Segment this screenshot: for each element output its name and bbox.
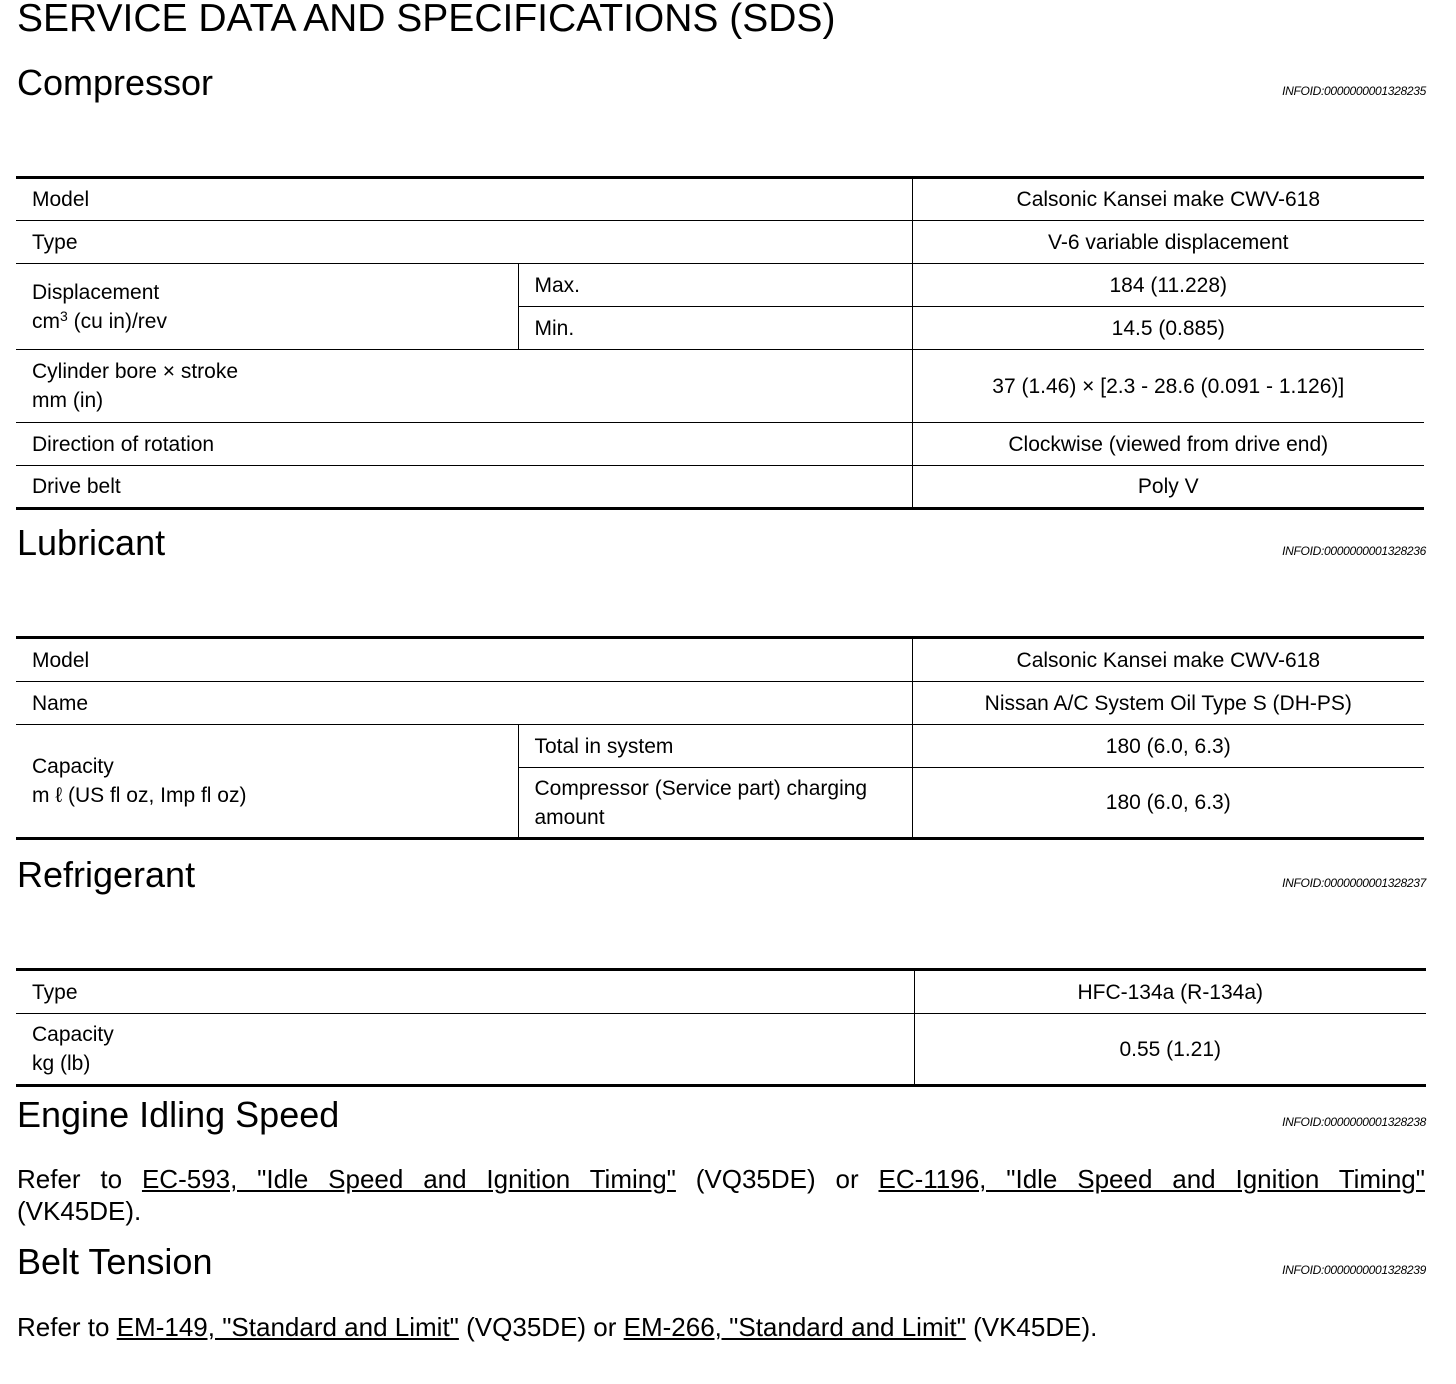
link-em-266[interactable]: EM-266, "Standard and Limit" — [623, 1312, 966, 1342]
charge-label-cell — [518, 768, 912, 839]
belt-text: Refer to EM-149, "Standard and Limit" (VQ35DE) or EM-266, "Standard and Limit" (VK45DE). — [17, 1312, 1098, 1342]
refrigerant-capacity-value: 0.55 (1.21) — [914, 1014, 1426, 1086]
table-row — [16, 423, 1424, 466]
idling-text-line2: (VK45DE). — [17, 1196, 142, 1226]
lubricant-capacity-unit: m ℓ (US fl oz, Imp fl oz) — [32, 784, 247, 807]
link-em-149[interactable]: EM-149, "Standard and Limit" — [116, 1312, 459, 1342]
compressor-type-label: Type — [16, 221, 912, 264]
charge-label-line1: Compressor (Service part) charging — [534, 776, 868, 800]
compressor-title: Compressor — [17, 62, 214, 103]
table-row — [16, 970, 1426, 1014]
displacement-max-value: 184 (11.228) — [912, 264, 1424, 307]
refrigerant-capacity-label-cell — [16, 1014, 914, 1086]
total-label: Total in system — [518, 725, 912, 768]
bore-unit: mm (in) — [32, 389, 104, 412]
lubricant-capacity-label-cell — [16, 725, 518, 839]
idling-title: Engine Idling Speed — [17, 1094, 340, 1135]
bore-value: 37 (1.46) × [2.3 - 28.6 (0.091 - 1.126)] — [912, 350, 1424, 423]
belt-label: Drive belt — [16, 466, 912, 509]
lubricant-capacity-label: Capacity — [32, 755, 114, 778]
compressor-infoid: INFOID:0000000001328235 — [1282, 84, 1426, 98]
table-row — [16, 264, 1424, 307]
displacement-unit: $cm^3$ (cu in)/rev — [32, 307, 167, 333]
rotation-value: Clockwise (viewed from drive end) — [912, 423, 1424, 466]
link-ec-1196[interactable]: EC-1196, "Idle Speed and Ignition Timing" — [878, 1164, 1425, 1194]
link-ec-593[interactable]: EC-593, "Idle Speed and Ignition Timing" — [141, 1164, 676, 1194]
compressor-table — [16, 176, 1424, 510]
table-row — [16, 178, 1424, 221]
refrigerant-title: Refrigerant — [17, 854, 196, 895]
table-row — [16, 466, 1424, 509]
lubricant-model-value: Calsonic Kansei make CWV-618 — [912, 638, 1424, 682]
lubricant-model-label: Model — [16, 638, 912, 682]
page-title: SERVICE DATA AND SPECIFICATIONS (SDS) — [17, 0, 836, 40]
displacement-min-value: 14.5 (0.885) — [912, 307, 1424, 350]
idling-infoid: INFOID:0000000001328238 — [1282, 1115, 1426, 1129]
bore-label: Cylinder bore × stroke — [32, 360, 239, 383]
belt-infoid: INFOID:0000000001328239 — [1282, 1263, 1426, 1277]
refrigerant-table — [16, 968, 1426, 1087]
lubricant-name-label: Name — [16, 682, 912, 725]
table-row — [16, 221, 1424, 264]
refrigerant-capacity-unit: kg (lb) — [32, 1052, 91, 1075]
refrigerant-type-label: Type — [16, 970, 914, 1014]
belt-title: Belt Tension — [17, 1241, 213, 1282]
refrigerant-capacity-label: Capacity — [32, 1023, 114, 1046]
bore-label-cell — [16, 350, 912, 423]
lubricant-table — [16, 636, 1424, 840]
compressor-model-value: Calsonic Kansei make CWV-618 — [912, 178, 1424, 221]
table-row — [16, 1014, 1426, 1086]
lubricant-title: Lubricant — [17, 522, 166, 563]
total-value: 180 (6.0, 6.3) — [912, 725, 1424, 768]
displacement-min-label: Min. — [518, 307, 912, 350]
table-row — [16, 725, 1424, 768]
charge-value: 180 (6.0, 6.3) — [912, 768, 1424, 839]
idling-text-line1: Refer to EC-593, "Idle Speed and Ignition Timing" (VQ35DE) or EC-1196, "Idle Speed and Ignition Timing" — [17, 1164, 1425, 1194]
table-row — [16, 350, 1424, 423]
table-row — [16, 682, 1424, 725]
rotation-label: Direction of rotation — [16, 423, 912, 466]
belt-value: Poly V — [912, 466, 1424, 509]
compressor-model-label: Model — [16, 178, 912, 221]
displacement-max-label: Max. — [518, 264, 912, 307]
displacement-label-cell — [16, 264, 518, 350]
compressor-type-value: V-6 variable displacement — [912, 221, 1424, 264]
lubricant-name-value: Nissan A/C System Oil Type S (DH-PS) — [912, 682, 1424, 725]
refrigerant-infoid: INFOID:0000000001328237 — [1282, 876, 1426, 890]
lubricant-infoid: INFOID:0000000001328236 — [1282, 544, 1426, 558]
table-row — [16, 638, 1424, 682]
charge-label-line2: amount — [534, 805, 605, 829]
displacement-label: Displacement — [32, 280, 160, 304]
refrigerant-type-value: HFC-134a (R-134a) — [914, 970, 1426, 1014]
